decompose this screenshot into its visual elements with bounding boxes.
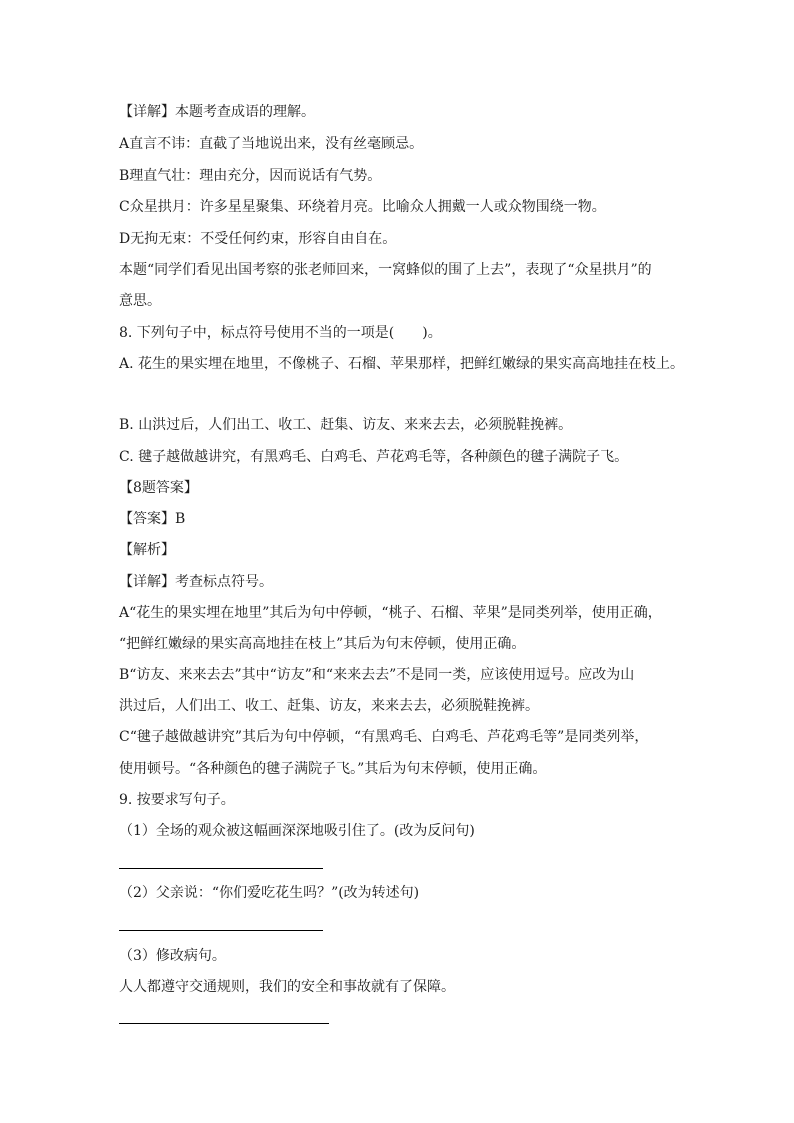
question-8-option-c: C. 毽子越做越讲究，有黑鸡毛、白鸡毛、芦花鸡毛等，各种颜色的毽子满院子飞。 xyxy=(119,449,629,465)
question-9-stem: 9. 按要求写句子。 xyxy=(119,792,235,808)
idiom-d-explanation: D无拘无束：不受任何约束，形容自由自在。 xyxy=(119,231,397,247)
analysis-c-line-1: C“毽子越做越讲究”其后为句中停顿，“有黑鸡毛、白鸡毛、芦花鸡毛等”是同类列举， xyxy=(119,729,649,745)
sick-sentence: 人人都遵守交通规则，我们的安全和事故就有了保障。 xyxy=(119,979,455,995)
analysis-b-line-1: B“访友、来来去去”其中“访友”和“来来去去”不是同一类，应该使用逗号。应改为山 xyxy=(119,667,635,683)
analysis-heading: 【解析】 xyxy=(119,542,175,558)
analysis-a-line-2: “把鲜红嫩绿的果实高高地挂在枝上”其后为句末停顿，使用正确。 xyxy=(119,636,526,652)
answer-blank-3[interactable] xyxy=(119,1023,329,1024)
analysis-a-line-1: A“花生的果实埋在地里”其后为句中停顿，“桃子、石榴、苹果”是同类列举，使用正确， xyxy=(119,605,662,621)
answer-blank-1[interactable] xyxy=(119,868,323,869)
analysis-c-line-2: 使用顿号。“各种颜色的毽子满院子飞。”其后为句末停顿，使用正确。 xyxy=(119,761,547,777)
question-8-answer-heading: 【8题答案】 xyxy=(119,480,198,496)
answer-blank-2[interactable] xyxy=(119,930,323,931)
idiom-b-explanation: B理直气壮：理由充分，因而说话有气势。 xyxy=(119,168,382,184)
question-8-stem: 8. 下列句子中，标点符号使用不当的一项是( )。 xyxy=(119,325,442,341)
detail-heading: 【详解】本题考查成语的理解。 xyxy=(119,104,315,120)
idiom-a-explanation: A直言不讳：直截了当地说出来，没有丝毫顾忌。 xyxy=(119,136,424,152)
question-9-part-2: （2）父亲说：“你们爱吃花生吗？”(改为转述句) xyxy=(119,885,420,901)
analysis-detail-heading: 【详解】考查标点符号。 xyxy=(119,574,273,590)
question-9-part-3: （3）修改病句。 xyxy=(119,948,226,964)
question-8-option-b: B. 山洪过后，人们出工、收工、赶集、访友、来来去去，必须脱鞋挽裤。 xyxy=(119,417,573,433)
idiom-conclusion-line-1: 本题“同学们看见出国考察的张老师回来，一窝蜂似的围了上去”，表现了“众星拱月”的 xyxy=(119,262,652,278)
question-8-option-a: A. 花生的果实埋在地里，不像桃子、石榴、苹果那样，把鲜红嫩绿的果实高高地挂在枝上。 xyxy=(119,356,685,372)
idiom-conclusion-line-2: 意思。 xyxy=(119,293,161,309)
analysis-b-line-2: 洪过后，人们出工、收工、赶集、访友，来来去去，必须脱鞋挽裤。 xyxy=(119,698,539,714)
idiom-c-explanation: C众星拱月：许多星星聚集、环绕着月亮。比喻众人拥戴一人或众物围绕一物。 xyxy=(119,199,606,215)
question-9-part-1: （1）全场的观众被这幅画深深地吸引住了。(改为反问句) xyxy=(119,823,475,839)
question-8-answer: 【答案】B xyxy=(119,511,186,527)
